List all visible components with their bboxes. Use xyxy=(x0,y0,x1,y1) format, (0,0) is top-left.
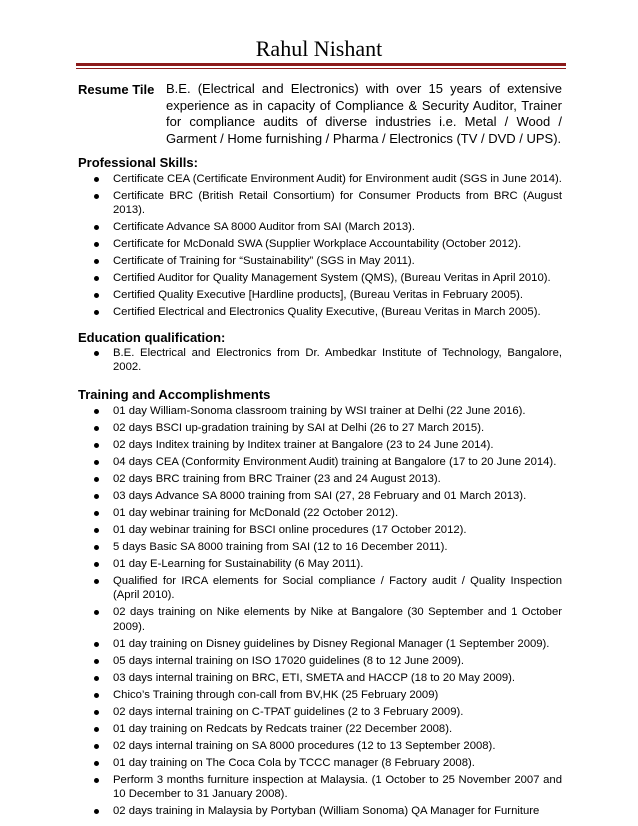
list-item: Certificate CEA (Certificate Environment Audit) for Environment audit (SGS in June 2014). xyxy=(78,172,562,186)
education-list xyxy=(78,346,562,377)
education-heading: Education qualification: xyxy=(78,330,226,345)
list-item: 01 day webinar training for BSCI online procedures (17 October 2012). xyxy=(78,523,562,537)
list-item: 01 day William-Sonoma classroom training by WSI trainer at Delhi (22 June 2016). xyxy=(78,404,562,418)
list-item: Certified Electrical and Electronics Quality Executive, (Bureau Veritas in March 2005). xyxy=(78,305,562,319)
skills-heading: Professional Skills: xyxy=(78,155,198,170)
list-item: 01 day training on Disney guidelines by Disney Regional Manager (1 September 2009). xyxy=(78,637,562,651)
list-item: Qualified for IRCA elements for Social compliance / Factory audit / Quality Inspection (April 2010). xyxy=(78,574,562,603)
list-item: Certificate of Training for “Sustainability” (SGS in May 2011). xyxy=(78,254,562,268)
list-item: 01 day training on Redcats by Redcats trainer (22 December 2008). xyxy=(78,722,562,736)
list-item: 01 day E-Learning for Sustainability (6 May 2011). xyxy=(78,557,562,571)
list-item: Chico’s Training through con-call from BV,HK (25 February 2009) xyxy=(78,688,562,702)
list-item: Certificate for McDonald SWA (Supplier Workplace Accountability (October 2012). xyxy=(78,237,562,251)
list-item: 02 days internal training on SA 8000 procedures (12 to 13 September 2008). xyxy=(78,739,562,753)
list-item: Certificate BRC (British Retail Consortium) for Consumer Products from BRC (August 2013). xyxy=(78,189,562,218)
list-item: 02 days training in Malaysia by Portyban (William Sonoma) QA Manager for Furniture xyxy=(78,804,562,818)
list-item: Certified Quality Executive [Hardline products], (Bureau Veritas in February 2005). xyxy=(78,288,562,302)
skills-list xyxy=(78,172,562,322)
title-rule-thick xyxy=(76,63,566,66)
list-item: 5 days Basic SA 8000 training from SAI (12 to 16 December 2011). xyxy=(78,540,562,554)
list-item: 03 days Advance SA 8000 training from SAI (27, 28 February and 01 March 2013). xyxy=(78,489,562,503)
resume-tile-label: Resume Tile xyxy=(78,82,155,97)
list-item: 02 days internal training on C-TPAT guidelines (2 to 3 February 2009). xyxy=(78,705,562,719)
list-item: 01 day webinar training for McDonald (22 October 2012). xyxy=(78,506,562,520)
list-item: 02 days training on Nike elements by Nike at Bangalore (30 September and 1 October 2009). xyxy=(78,605,562,634)
list-item: 04 days CEA (Conformity Environment Audit) training at Bangalore (17 to 20 June 2014). xyxy=(78,455,562,469)
resume-tile-text: B.E. (Electrical and Electronics) with over 15 years of extensive experience as in capacity of Compliance & Security Auditor, Trainer for compliance audits of diverse industries i.e. Metal / Wood / Garment / Home furnishing / Pharma / Electronics (TV / DVD / UPS). xyxy=(166,81,562,146)
list-item: 02 days Inditex training by Inditex trainer at Bangalore (23 to 24 June 2014). xyxy=(78,438,562,452)
list-item: 05 days internal training on ISO 17020 guidelines (8 to 12 June 2009). xyxy=(78,654,562,668)
list-item: Certified Auditor for Quality Management System (QMS), (Bureau Veritas in April 2010). xyxy=(78,271,562,285)
list-item: Perform 3 months furniture inspection at Malaysia. (1 October to 25 November 2007 and 10 December to 31 January 2008). xyxy=(78,773,562,802)
list-item: 03 days internal training on BRC, ETI, SMETA and HACCP (18 to 20 May 2009). xyxy=(78,671,562,685)
list-item: B.E. Electrical and Electronics from Dr. Ambedkar Institute of Technology, Bangalore, 2002. xyxy=(78,346,562,375)
title-rule-thin xyxy=(76,68,566,69)
list-item: Certificate Advance SA 8000 Auditor from SAI (March 2013). xyxy=(78,220,562,234)
list-item: 02 days BSCI up-gradation training by SAI at Delhi (26 to 27 March 2015). xyxy=(78,421,562,435)
list-item: 02 days BRC training from BRC Trainer (23 and 24 August 2013). xyxy=(78,472,562,486)
candidate-name: Rahul Nishant xyxy=(255,36,383,61)
list-item: 01 day training on The Coca Cola by TCCC manager (8 February 2008). xyxy=(78,756,562,770)
training-list xyxy=(78,404,562,821)
training-heading: Training and Accomplishments xyxy=(78,387,271,402)
